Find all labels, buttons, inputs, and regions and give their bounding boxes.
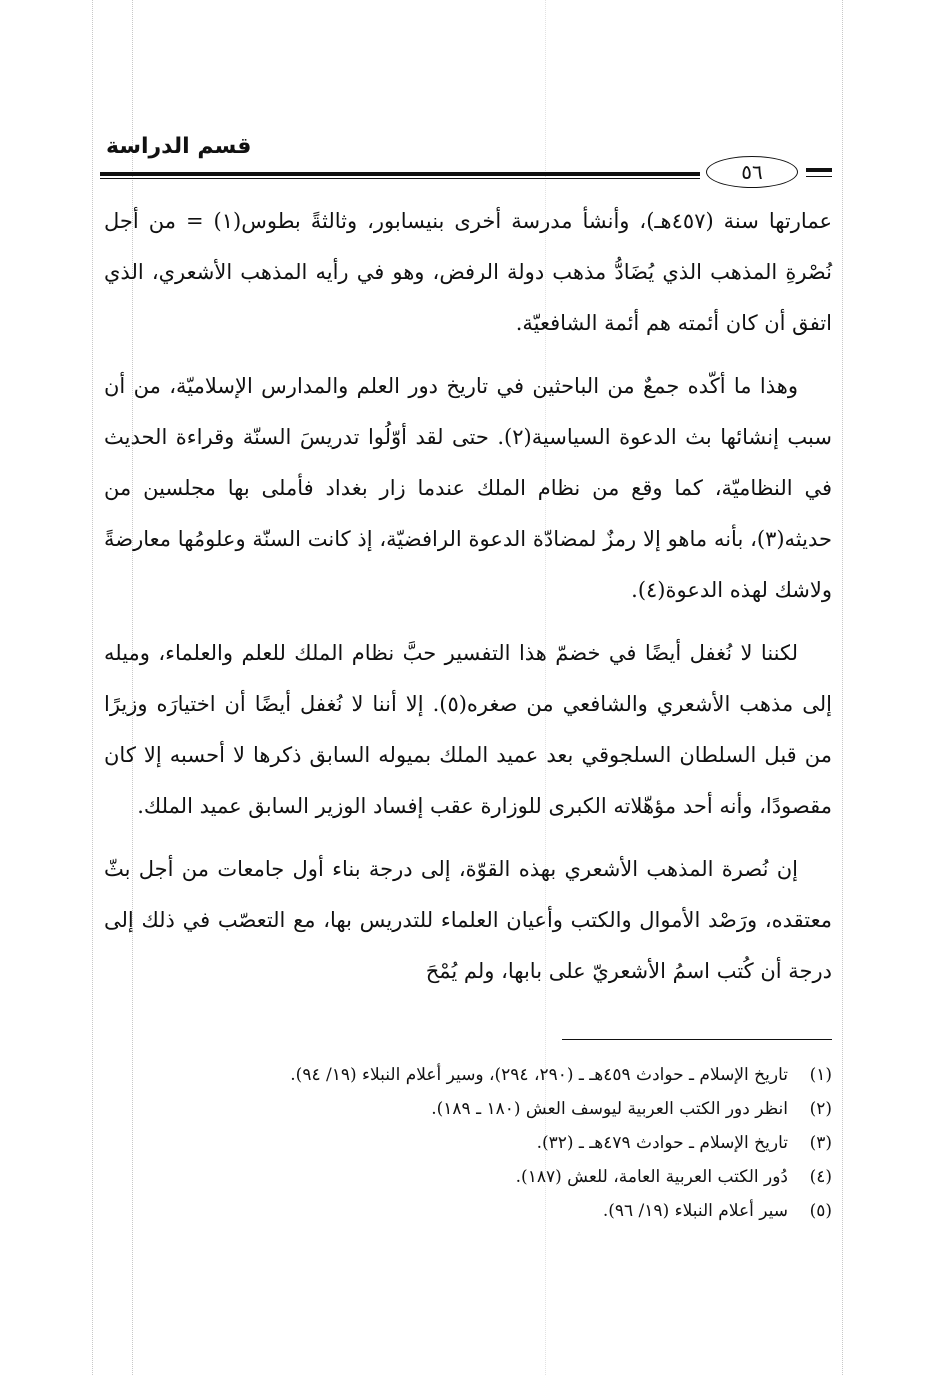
- footnote-text: تاريخ الإسلام ـ حوادث ٤٥٩هـ ـ (٢٩٠، ٢٩٤)، وسير أعلام النبلاء (١٩/ ٩٤).: [290, 1065, 788, 1085]
- footnote: [104, 1194, 832, 1228]
- body-text: [104, 196, 832, 1009]
- paragraph: عمارتها سنة (٤٥٧هـ)، وأنشأ مدرسة أخرى بنيسابور، وثالثةً بطوس(١) = من أجل نُصْرةِ المذهب الذي يُضَادُّ مذهب دولة الرفض، وهو في رأيه المذهب الأشعري، الذي اتفق أن كان أئمته هم أئمة الشافعيّة.: [104, 209, 832, 335]
- page-header: [100, 128, 832, 188]
- footnote-separator: [562, 1039, 832, 1040]
- footnote-number: (٥): [809, 1201, 832, 1221]
- header-rule-short: [806, 176, 832, 177]
- footnote-text: انظر دور الكتب العربية ليوسف العش (١٨٠ ـ ١٨٩).: [431, 1099, 788, 1119]
- footnotes: [104, 1058, 832, 1228]
- footnote-text: سير أعلام النبلاء (١٩/ ٩٦).: [602, 1201, 788, 1221]
- footnote-text: دُور الكتب العربية العامة، للعش (١٨٧).: [515, 1167, 788, 1187]
- footnote-number: (٢): [809, 1099, 832, 1119]
- footnote-number: (١): [809, 1065, 832, 1085]
- footnote-number: (٣): [809, 1133, 832, 1153]
- paragraph: وهذا ما أكّده جمعٌ من الباحثين في تاريخ دور العلم والمدارس الإسلاميّة، من أن سبب إنشائها بث الدعوة السياسية(٢). حتى لقد أوّلُوا تدريسَ السنّة وقراءة الحديث في النظاميّة، كما وقع من نظام الملك عندما زار بغداد فأملى بها مجلسين من حديثه(٣)، بأنه ماهو إلا رمزٌ لمضادّة الدعوة الرافضيّة، إذ كانت السنّة وعلومُها معارضةً ولاشك لهذه الدعوة(٤).: [104, 374, 832, 602]
- scan-guide-line: [842, 0, 843, 1375]
- footnote: [104, 1092, 832, 1126]
- footnote-number: (٤): [809, 1167, 832, 1187]
- footnote-text: تاريخ الإسلام ـ حوادث ٤٧٩هـ ـ (٣٢).: [536, 1133, 788, 1153]
- header-rule-thick: [100, 172, 700, 176]
- section-title: قسم الدراسة: [106, 134, 252, 159]
- footnote: [104, 1058, 832, 1092]
- header-rule-short: [806, 168, 832, 172]
- footnote: [104, 1126, 832, 1160]
- paragraph: إن نُصرة المذهب الأشعري بهذه القوّة، إلى درجة بناء أول جامعات من أجل بثّ معتقده، ورَصْد الأموال والكتب وأعيان العلماء للتدريس بها، مع التعصّب في ذلك إلى درجة أن كُتب اسمُ الأشعريّ على بابها، ولم يُمْحَ: [104, 857, 832, 983]
- footnote: [104, 1160, 832, 1194]
- paragraph: لكننا لا نُغفل أيضًا في خضمّ هذا التفسير حبَّ نظام الملك للعلم والعلماء، وميله إلى مذهب الأشعري والشافعي من صغره(٥). إلا أننا لا نُغفل أيضًا أن اختيارَه وزيرًا من قبل السلطان السلجوقي بعد عميد الملك بميوله السابق ذكرها لا أحسبه إلا كان مقصودًا، وأنه أحد مؤهّلاته الكبرى للوزارة عقب إفساد الوزير السابق عميد الملك.: [104, 641, 832, 818]
- scan-guide-line: [92, 0, 93, 1375]
- header-rule-thin: [100, 178, 700, 179]
- page-number: ٥٦: [706, 156, 798, 188]
